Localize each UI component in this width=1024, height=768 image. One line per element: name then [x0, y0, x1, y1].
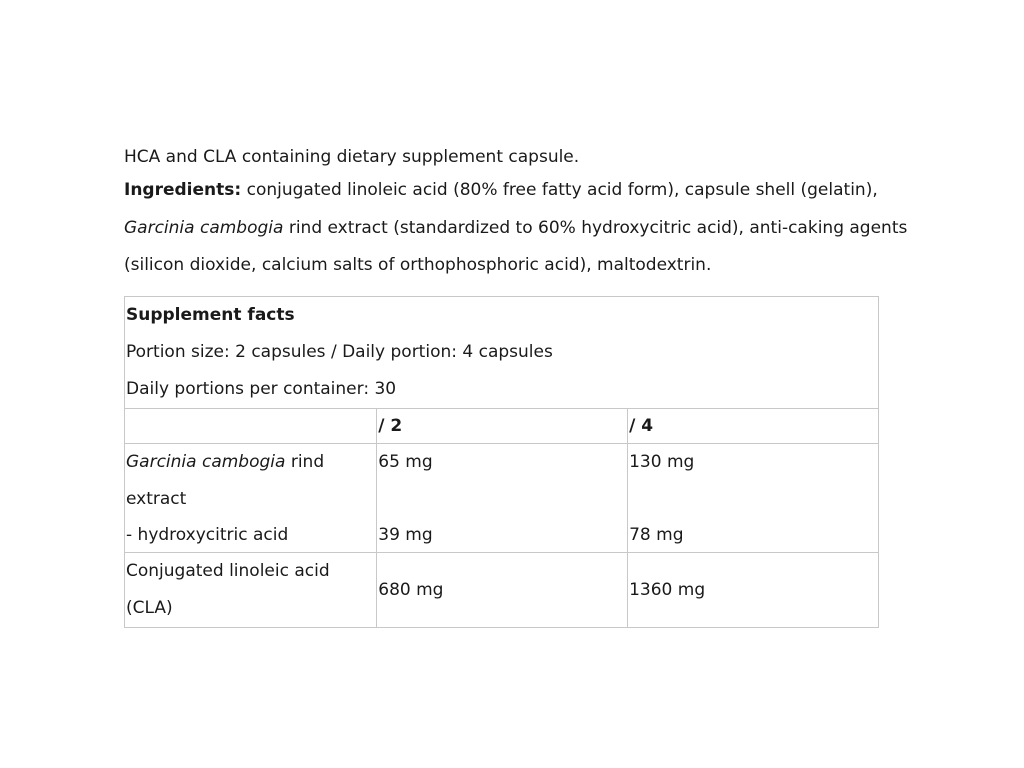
value-4: 130 mg — [629, 452, 695, 472]
portion-size: Portion size: 2 capsules / Daily portion: 4 capsules — [126, 342, 553, 362]
sub-value-2: 39 mg — [378, 525, 433, 545]
facts-header-cell — [125, 297, 879, 409]
value-2: 65 mg — [378, 452, 433, 472]
ingredients-text-1: conjugated linoleic acid (80% free fatty acid form), capsule shell (gelatin), — [241, 180, 878, 200]
ingredient-name-cell: Conjugated linoleic acid (CLA) — [125, 553, 377, 628]
product-info — [124, 142, 924, 618]
column-header-name — [125, 409, 377, 444]
ingredients-label: Ingredients: — [124, 180, 242, 200]
column-header-2-capsules: / 2 — [377, 409, 628, 444]
ingredient-name-italic: Garcinia cambogia — [126, 452, 286, 472]
supplement-facts-table — [124, 296, 879, 628]
product-description: HCA and CLA containing dietary supplement capsule. — [124, 147, 580, 167]
ingredients-text-2: rind extract (standardized to 60% hydroxycitric acid), anti-caking agents (silicon dioxide, calcium salts of orthophosphoric acid), maltodextrin. — [124, 217, 908, 275]
portions-per-container: Daily portions per container: 30 — [126, 379, 397, 399]
value-2-cell: 680 mg — [377, 553, 628, 628]
column-header-row — [125, 409, 879, 444]
column-header-4-capsules: / 4 — [628, 409, 879, 444]
ingredients-italic-name: Garcinia cambogia — [124, 217, 284, 238]
table-row — [125, 444, 879, 553]
ingredients-paragraph — [124, 172, 914, 285]
value-4-cell — [628, 444, 879, 553]
facts-header-row — [125, 297, 879, 409]
value-4-cell: 1360 mg — [628, 553, 879, 628]
sub-ingredient-name: - hydroxycitric acid — [126, 525, 289, 545]
ingredient-name-cell — [125, 444, 377, 553]
value-2-cell — [377, 444, 628, 553]
ingredient-name-rest: rind extract — [126, 452, 325, 509]
sub-value-4: 78 mg — [629, 525, 684, 545]
facts-title: Supplement facts — [126, 305, 295, 325]
table-row — [125, 553, 879, 628]
